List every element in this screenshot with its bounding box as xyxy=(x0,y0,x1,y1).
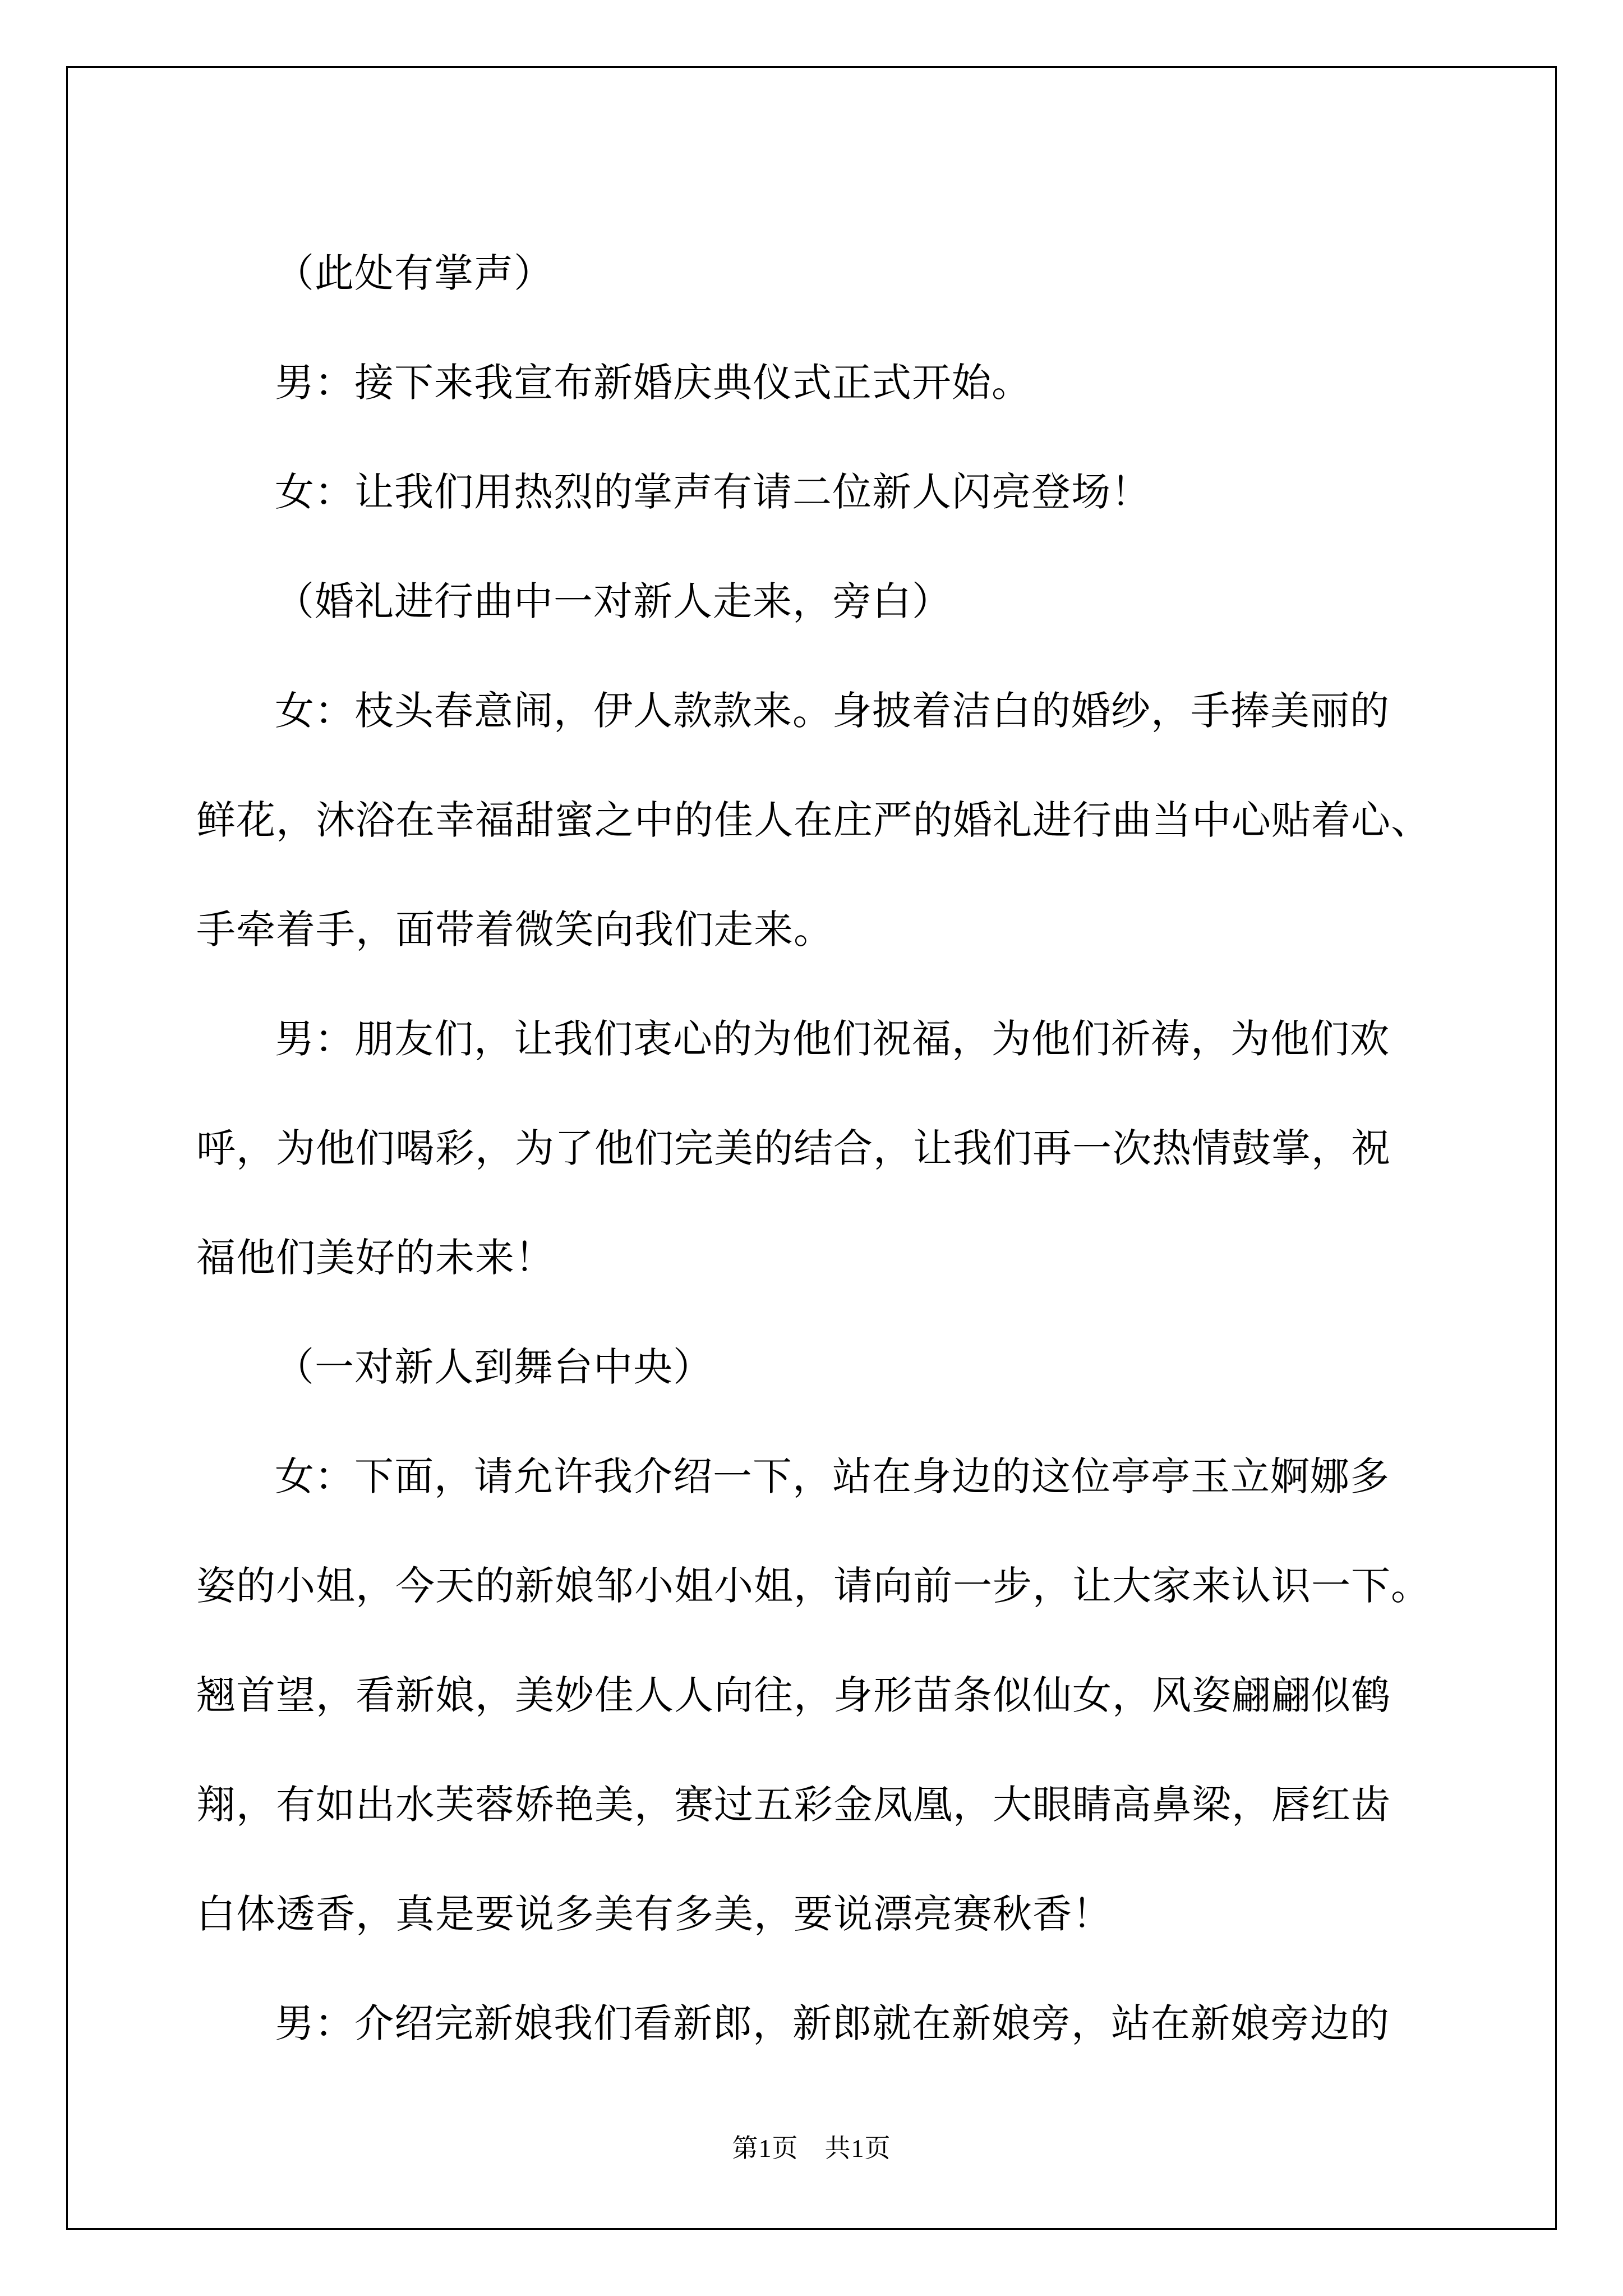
paragraph xyxy=(196,1313,1453,1422)
text-line: （此处有掌声） xyxy=(275,250,554,296)
paragraph xyxy=(196,328,1453,438)
text-line: 福他们美好的未来！ xyxy=(196,1235,555,1281)
text-line: 白体透香，真是要说多美有多美，要说漂亮赛秋香！ xyxy=(196,1891,1112,1937)
text-line: 姿的小姐，今天的新娘邹小姐小姐，请向前一步，让大家来认识一下。 xyxy=(196,1563,1431,1609)
page-number: 第1页 共1页 xyxy=(732,2134,891,2162)
text-line: 翘首望，看新娘，美妙佳人人向往，身形苗条似仙女，风姿翩翩似鹤 xyxy=(196,1672,1391,1718)
paragraph xyxy=(196,219,1453,328)
text-line: 女：下面，请允许我介绍一下，站在身边的这位亭亭玉立婀娜多 xyxy=(275,1453,1390,1499)
text-line: （一对新人到舞台中央） xyxy=(275,1344,713,1390)
paragraph xyxy=(196,984,1453,1313)
text-line: 男：介绍完新娘我们看新郎，新郎就在新娘旁，站在新娘旁边的 xyxy=(275,2000,1390,2046)
text-line: 男：接下来我宣布新婚庆典仪式正式开始。 xyxy=(275,360,1031,406)
paragraph xyxy=(196,1969,1453,2078)
text-line: （婚礼进行曲中一对新人走来，旁白） xyxy=(275,578,952,624)
text-line: 女：让我们用热烈的掌声有请二位新人闪亮登场！ xyxy=(275,469,1151,515)
text-line: 手牵着手，面带着微笑向我们走来。 xyxy=(196,907,833,953)
text-line: 女：枝头春意闹，伊人款款来。身披着洁白的婚纱，手捧美丽的 xyxy=(275,688,1390,734)
paragraph xyxy=(196,547,1453,656)
text-line: 鲜花，沐浴在幸福甜蜜之中的佳人在庄严的婚礼进行曲当中心贴着心、 xyxy=(196,797,1431,843)
paragraph xyxy=(196,1422,1453,1969)
document-body xyxy=(196,219,1453,2078)
paragraph xyxy=(196,438,1453,547)
text-line: 翔，有如出水芙蓉娇艳美，赛过五彩金凤凰，大眼睛高鼻梁，唇红齿 xyxy=(196,1782,1391,1828)
text-line: 男：朋友们，让我们衷心的为他们祝福，为他们祈祷，为他们欢 xyxy=(275,1016,1390,1062)
text-line: 呼，为他们喝彩，为了他们完美的结合，让我们再一次热情鼓掌，祝 xyxy=(196,1125,1391,1171)
paragraph xyxy=(196,656,1453,984)
